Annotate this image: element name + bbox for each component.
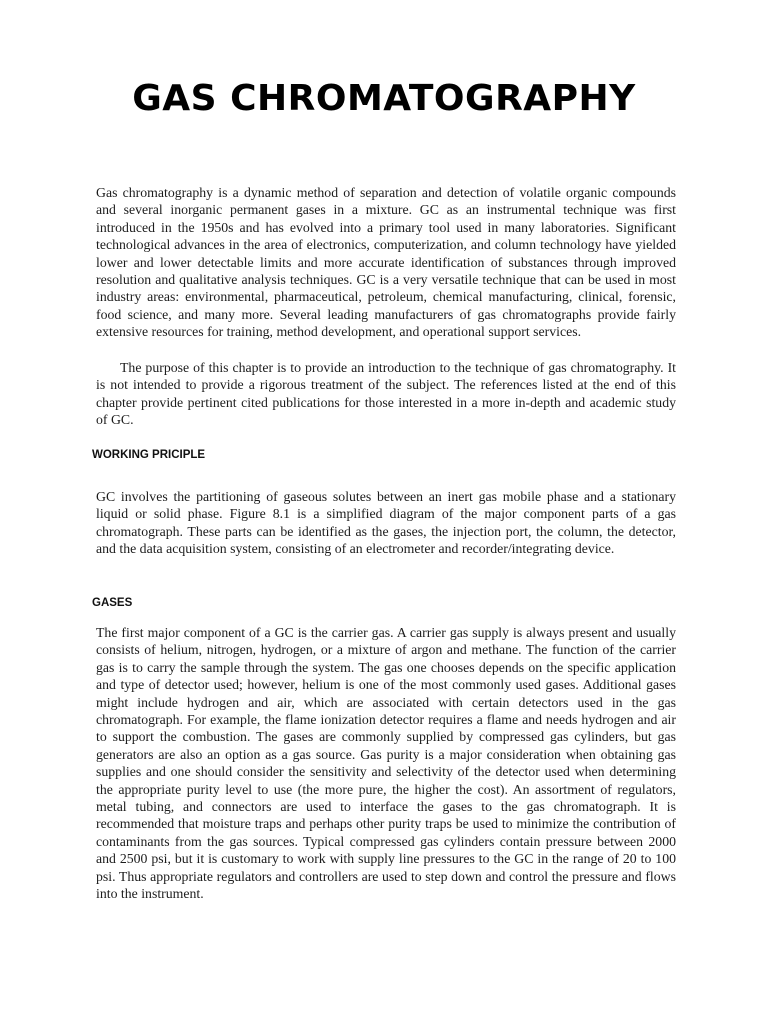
working-principle-paragraph: GC involves the partitioning of gaseous solutes between an inert gas mobile phase and a stationary liquid or solid phase. Figure 8.1 is a simplified diagram of the major component parts of a gas chromatograph. These parts can be identified as the gases, the injection port, the column, the detector, and the data acquisition system, consisting of an electrometer and recorder/integrating device. [96, 489, 676, 557]
intro-paragraph-purpose: The purpose of this chapter is to provide an introduction to the technique of gas chromatography. It is not intended to provide a rigorous treatment of the subject. The references listed at the end of this chapter provide pertinent cited publications for those interested in a more in-depth and academic study of GC. [96, 360, 676, 428]
intro-paragraph: Gas chromatography is a dynamic method of separation and detection of volatile organic compounds and several inorganic permanent gases in a mixture. GC as an instrumental technique was first introduced in the 1950s and has evolved into a primary tool used in many laboratories. Significant technological advances in the area of electronics, computerization, and column technology have yielded lower and lower detectable limits and more accurate identification of substances through improved resolution and qualitative analysis techniques. GC is a very versatile technique that can be used in most industry areas: environmental, pharmaceutical, petroleum, chemical manufacturing, clinical, forensic, food science, and many more. Several leading manufacturers of gas chromatographs provide fairly extensive resources for training, method development, and operational support services. [96, 185, 676, 340]
section-heading-gases: GASES [92, 597, 133, 609]
page-title: GAS CHROMATOGRAPHY [132, 78, 636, 119]
section-heading-working-principle: WORKING PRICIPLE [92, 449, 206, 461]
gases-paragraph: The first major component of a GC is the carrier gas. A carrier gas supply is always present and usually consists of helium, nitrogen, hydrogen, or a mixture of argon and methane. The function of the carrier gas is to carry the sample through the system. The gas one chooses depends on the specific application and type of detector used; however, helium is one of the most commonly used gases. Additional gases might include hydrogen and air, which are associated with certain detectors used in the gas chromatograph. For example, the flame ionization detector requires a flame and needs hydrogen and air to support the combustion. The gases are commonly supplied by compressed gas cylinders, but gas generators are also an option as a gas source. Gas purity is a major consideration when obtaining gas supplies and one should consider the sensitivity and selectivity of the detector used when determining the appropriate purity level to use (the more pure, the higher the cost). An assortment of regulators, metal tubing, and connectors are used to interface the gases to the gas chromatograph. It is recommended that moisture traps and perhaps other purity traps be used to minimize the contribution of contaminants from the gas sources. Typical compressed gas cylinders contain pressure between 2000 and 2500 psi, but it is customary to work with supply line pressures to the GC in the range of 20 to 100 psi. Thus appropriate regulators and controllers are used to step down and control the pressure and flows into the instrument. [96, 625, 676, 902]
